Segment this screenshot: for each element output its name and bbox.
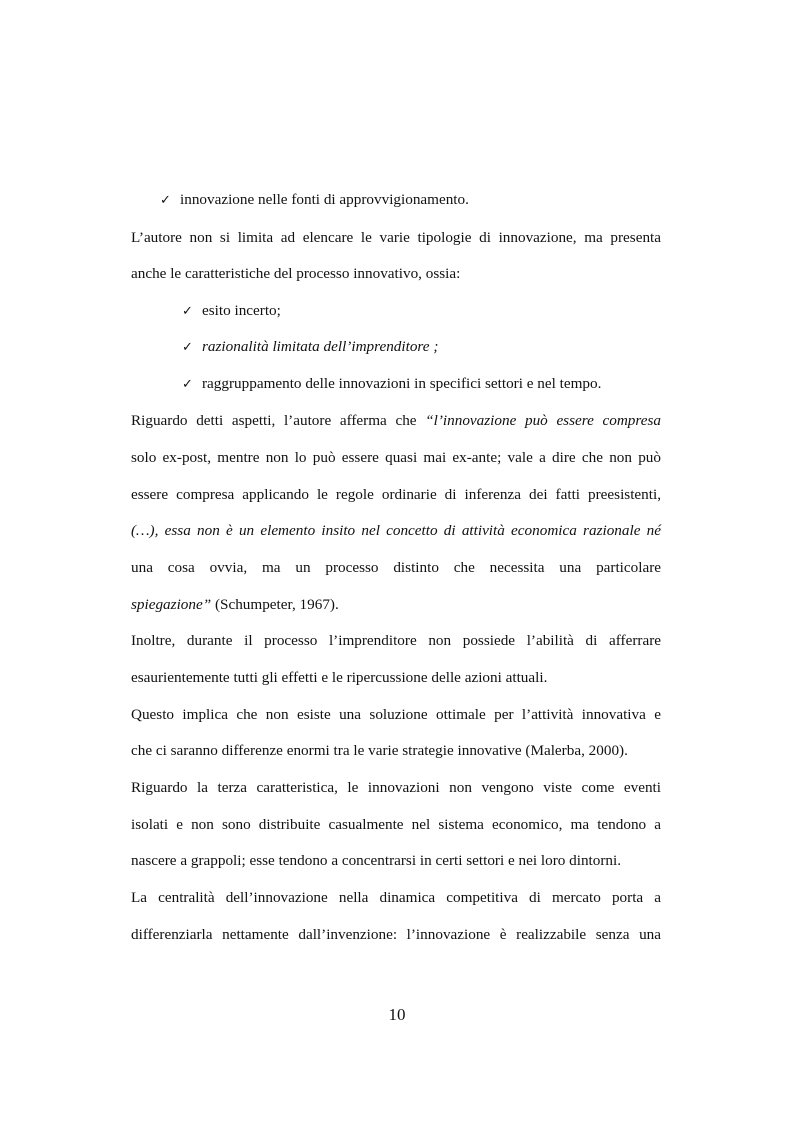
bullet-text: raggruppamento delle innovazioni in specifici settori e nel tempo. bbox=[202, 375, 602, 392]
bullet-item bbox=[182, 374, 601, 395]
paragraph-line: (…), essa non è un elemento insito nel concetto di attività economica razionale né bbox=[131, 522, 661, 539]
bullet-item bbox=[160, 190, 469, 211]
page-number: 10 bbox=[388, 1005, 406, 1024]
paragraph-line: Questo implica che non esiste una soluzione ottimale per l’attività innovativa e bbox=[131, 706, 661, 723]
checkmark-icon: ✓ bbox=[182, 377, 193, 392]
quote-run: “l’innovazione può essere compresa bbox=[425, 412, 661, 429]
paragraph-line bbox=[131, 595, 661, 615]
paragraph-line: esaurientemente tutti gli effetti e le ripercussione delle azioni attuali. bbox=[131, 669, 548, 686]
bullet-text: razionalità limitata dell’imprenditore ; bbox=[202, 338, 439, 355]
paragraph-line: nascere a grappoli; esse tendono a concentrarsi in certi settori e nei loro dintorni. bbox=[131, 852, 622, 869]
citation-run: (Schumpeter, 1967). bbox=[211, 596, 339, 613]
text-run: Riguardo detti aspetti, l’autore afferma che bbox=[131, 412, 426, 429]
checkmark-icon: ✓ bbox=[182, 304, 193, 319]
paragraph-line: solo ex-post, mentre non lo può essere quasi mai ex-ante; vale a dire che non può bbox=[131, 449, 661, 466]
paragraph-line: una cosa ovvia, ma un processo distinto che necessita una particolare bbox=[131, 559, 661, 576]
quote-run: spiegazione” bbox=[131, 596, 212, 613]
paragraph-line: anche le caratteristiche del processo innovativo, ossia: bbox=[131, 265, 461, 282]
paragraph-line: essere compresa applicando le regole ordinarie di inferenza dei fatti preesistenti, bbox=[131, 486, 661, 503]
bullet-item bbox=[182, 301, 281, 322]
paragraph-line: isolati e non sono distribuite casualmente nel sistema economico, ma tendono a bbox=[131, 816, 661, 833]
bullet-text: innovazione nelle fonti di approvvigionamento. bbox=[180, 191, 469, 208]
bullet-text: esito incerto; bbox=[202, 302, 281, 319]
paragraph-line: Riguardo la terza caratteristica, le innovazioni non vengono viste come eventi bbox=[131, 779, 661, 796]
paragraph-line: L’autore non si limita ad elencare le varie tipologie di innovazione, ma presenta bbox=[131, 229, 661, 246]
checkmark-icon: ✓ bbox=[182, 340, 193, 355]
checkmark-icon: ✓ bbox=[160, 193, 171, 208]
bullet-item bbox=[182, 337, 438, 358]
paragraph-line bbox=[131, 411, 661, 431]
paragraph-line: Inoltre, durante il processo l’imprenditore non possiede l’abilità di afferrare bbox=[131, 632, 661, 649]
paragraph-line: La centralità dell’innovazione nella dinamica competitiva di mercato porta a bbox=[131, 889, 661, 906]
paragraph-line: che ci saranno differenze enormi tra le varie strategie innovative (Malerba, 2000). bbox=[131, 742, 628, 759]
paragraph-line: differenziarla nettamente dall’invenzione: l’innovazione è realizzabile senza una bbox=[131, 926, 661, 943]
